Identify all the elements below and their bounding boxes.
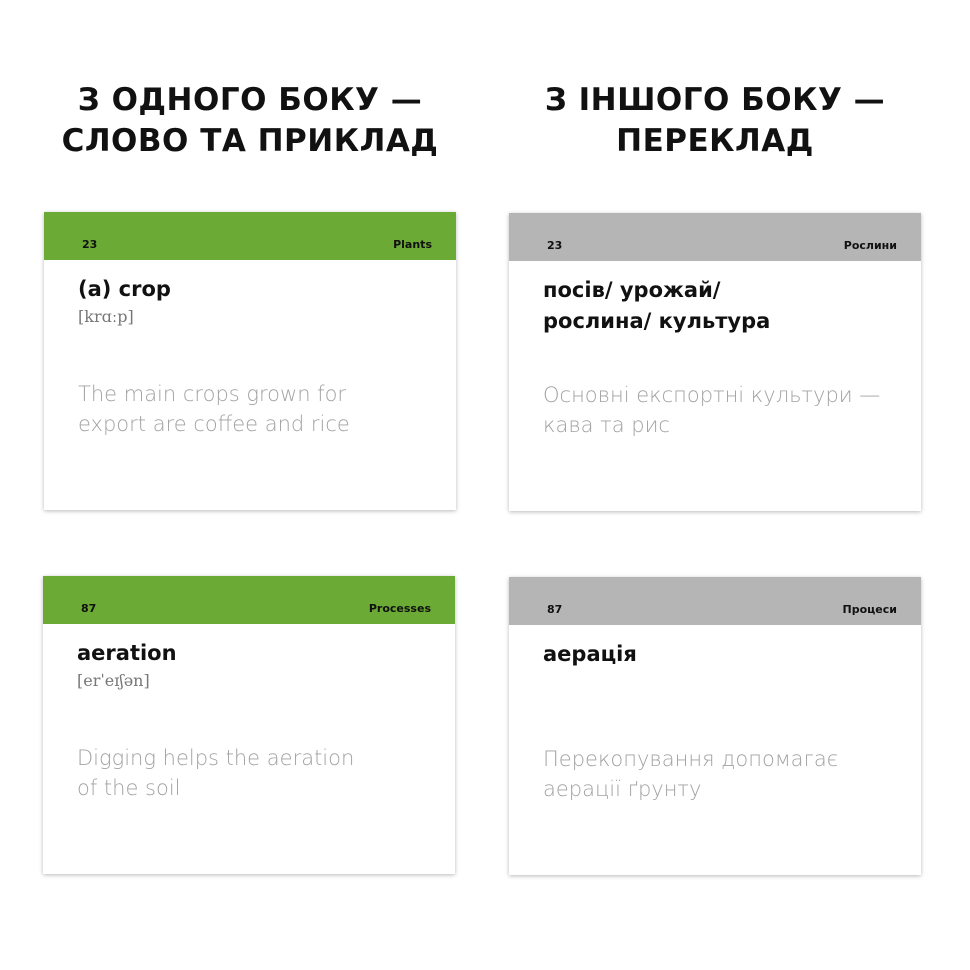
card-number: 87: [81, 602, 97, 615]
card-example-line: of the soil: [77, 776, 181, 800]
heading-line: З ІНШОГО БОКУ —: [544, 82, 886, 118]
card-number: 87: [547, 603, 563, 616]
card-header: [44, 212, 456, 260]
heading-line: ПЕРЕКЛАД: [616, 123, 814, 159]
card-example: [77, 743, 447, 803]
card-word-line: (a) crop: [78, 277, 171, 301]
flashcard-front-crop: [44, 212, 456, 510]
card-number: 23: [547, 239, 563, 252]
flashcard-back-crop: [509, 213, 921, 511]
card-example-line: Digging helps the aeration: [77, 746, 355, 770]
card-header: [43, 576, 455, 624]
card-example-line: аерації ґрунту: [543, 777, 702, 801]
card-word: [77, 638, 427, 669]
flashcard-front-aeration: [43, 576, 455, 874]
card-example-line: Перекопування допомагає: [543, 747, 839, 771]
card-example-line: export are coffee and rice: [78, 412, 350, 436]
card-word-line: аерація: [543, 642, 637, 666]
heading-line: З ОДНОГО БОКУ —: [77, 82, 423, 118]
card-example: [78, 379, 448, 439]
card-word: [543, 275, 893, 337]
card-category: Процеси: [842, 603, 897, 616]
card-word-line: посів/ урожай/: [543, 278, 721, 302]
card-header: [509, 577, 921, 625]
card-word-line: aeration: [77, 641, 177, 665]
back-side-heading: [505, 80, 925, 162]
heading-line: СЛОВО ТА ПРИКЛАД: [61, 123, 439, 159]
card-example-line: The main crops grown for: [78, 382, 347, 406]
card-category: Plants: [393, 238, 432, 251]
card-example: [543, 380, 913, 440]
front-side-heading: [40, 80, 460, 162]
flashcard-back-aeration: [509, 577, 921, 875]
card-example: [543, 744, 913, 804]
card-category: Processes: [368, 602, 431, 615]
card-word-line: рослина/ культура: [543, 309, 771, 333]
card-example-line: Основні експортні культури —: [543, 383, 881, 407]
card-transcription: [erˈeɪʃən]: [77, 671, 150, 690]
card-example-line: кава та рис: [543, 413, 670, 437]
card-word: [78, 274, 428, 305]
card-number: 23: [82, 238, 98, 251]
card-category: Рослини: [843, 239, 897, 252]
card-transcription: [krɑːp]: [78, 307, 134, 326]
card-header: [509, 213, 921, 261]
card-word: [543, 639, 893, 670]
